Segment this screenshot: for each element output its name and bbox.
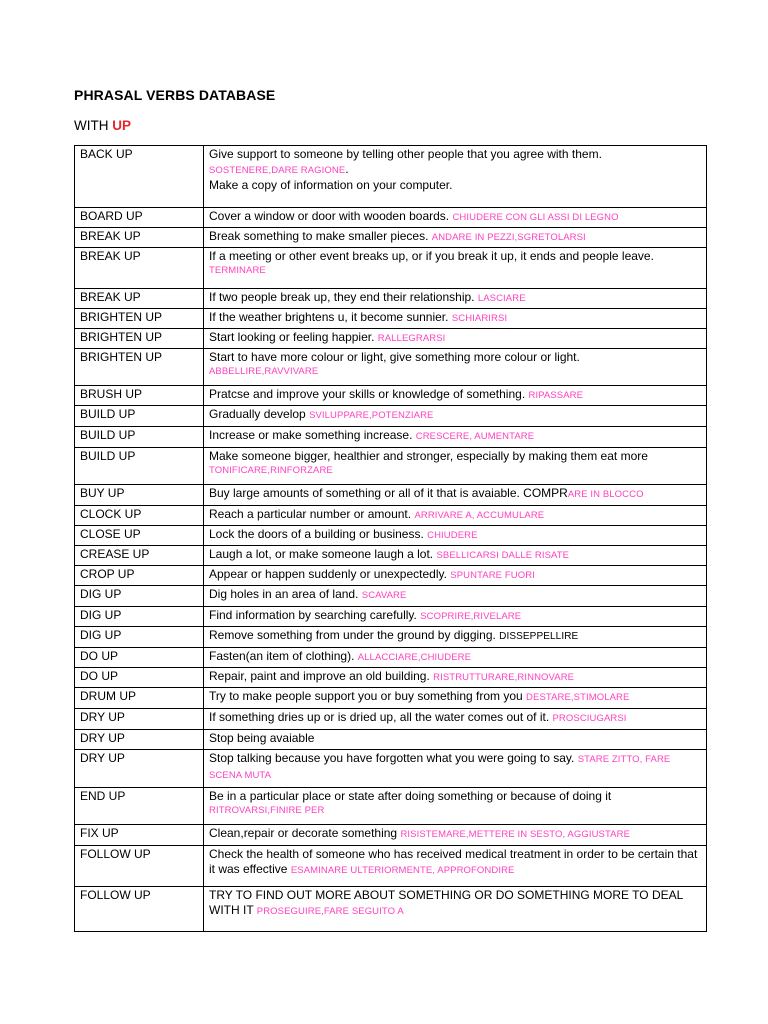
table-row — [75, 146, 707, 208]
verb-cell: DIG UP — [75, 627, 204, 648]
translation: RIPASSARE — [528, 390, 584, 401]
translation: ANDARE IN PEZZI,SGRETOLARSI — [431, 232, 586, 243]
verb-cell: BUILD UP — [75, 427, 204, 448]
table-row — [75, 788, 707, 825]
definition-text: Try to make people support you or buy something from you — [209, 689, 527, 703]
table-row — [75, 627, 707, 648]
verb-cell: END UP — [75, 788, 204, 825]
table-row — [75, 607, 707, 627]
definition-cell — [204, 506, 707, 526]
phrasal-verbs-table — [74, 145, 707, 932]
translation: RISISTEMARE,METTERE IN SESTO, AGGIUSTARE — [400, 829, 631, 840]
definition-text: If two people break up, they end their relationship. — [209, 290, 478, 304]
verb-cell: BREAK UP — [75, 248, 204, 289]
translation: LASCIARE — [477, 293, 526, 304]
verb-cell: BRIGHTEN UP — [75, 349, 204, 386]
definition-cell — [204, 607, 707, 627]
verb-cell: DRY UP — [75, 709, 204, 730]
table-row — [75, 309, 707, 329]
definition-cell — [204, 709, 707, 730]
table-row — [75, 485, 707, 506]
definition-text: Dig holes in an area of land. — [209, 587, 362, 601]
verb-cell: CREASE UP — [75, 546, 204, 566]
definition-cell — [204, 526, 707, 546]
definition-cell — [204, 146, 707, 208]
verb-cell: BRIGHTEN UP — [75, 309, 204, 329]
section-prefix: WITH — [74, 118, 113, 133]
table-row — [75, 506, 707, 526]
definition-cell: Stop being avaiable — [204, 730, 707, 750]
table-row — [75, 526, 707, 546]
table-row — [75, 566, 707, 586]
definition-cell — [204, 750, 707, 788]
translation: SVILUPPARE,POTENZIARE — [309, 410, 434, 421]
translation: ABBELLIRE,RAVVIVARE — [209, 366, 319, 377]
table-row — [75, 730, 707, 750]
verb-cell: FOLLOW UP — [75, 887, 204, 932]
table-row — [75, 386, 707, 406]
definition-cell — [204, 648, 707, 668]
table-row — [75, 208, 707, 228]
table-row — [75, 546, 707, 566]
verb-cell: BRIGHTEN UP — [75, 329, 204, 349]
verb-cell: BACK UP — [75, 146, 204, 208]
verb-cell: FIX UP — [75, 825, 204, 846]
verb-cell: BRUSH UP — [75, 386, 204, 406]
table-row — [75, 406, 707, 427]
definition-text: Stop talking because you have forgotten what you were going to say. — [209, 751, 578, 765]
verb-cell: DO UP — [75, 668, 204, 688]
translation: RALLEGRARSI — [377, 333, 446, 344]
verb-cell: DIG UP — [75, 586, 204, 607]
translation: SCAVARE — [361, 590, 407, 601]
definition-cell — [204, 788, 707, 825]
translation: RISTRUTTURARE,RINNOVARE — [433, 672, 575, 683]
definition-text: Break something to make smaller pieces. — [209, 229, 432, 243]
table-row — [75, 329, 707, 349]
section-title — [74, 118, 131, 133]
translation: TONIFICARE,RINFORZARE — [209, 465, 333, 476]
table-row — [75, 427, 707, 448]
definition-text: If a meeting or other event breaks up, or if you break it up, it ends and people leave. — [209, 249, 654, 263]
definition-text: TRY TO FIND OUT MORE ABOUT SOMETHING OR DO SOMETHING MORE TO DEAL WITH IT — [209, 888, 683, 917]
verb-cell: CLOSE UP — [75, 526, 204, 546]
definition-cell — [204, 485, 707, 506]
translation: ARRIVARE A, ACCUMULARE — [414, 510, 545, 521]
translation: SPUNTARE FUORI — [450, 570, 535, 581]
definition-text: Appear or happen suddenly or unexpectedly. — [209, 567, 451, 581]
table-row — [75, 289, 707, 309]
table-row — [75, 586, 707, 607]
table-row — [75, 750, 707, 788]
definition-text: Fasten(an item of clothing). — [209, 649, 358, 663]
definition-text: Repair, paint and improve an old building. — [209, 669, 434, 683]
translation: CRESCERE, AUMENTARE — [415, 431, 535, 442]
verb-cell: DO UP — [75, 648, 204, 668]
definition-cell — [204, 329, 707, 349]
definition-punct: . — [345, 162, 349, 176]
translation: DISSEPPELLIRE — [499, 631, 579, 642]
table-row — [75, 668, 707, 688]
translation: SCOPRIRE,RIVELARE — [420, 611, 522, 622]
definition-text: Gradually develop — [209, 407, 310, 421]
definition-text: Cover a window or door with wooden boards. — [209, 209, 453, 223]
translation: PROSCIUGARSI — [552, 713, 627, 724]
translation: STARE ZITTO, FARE SCENA MUTA — [209, 754, 671, 781]
definition-cell — [204, 208, 707, 228]
definition-cell — [204, 688, 707, 709]
verb-cell: BUILD UP — [75, 406, 204, 427]
verb-cell: BREAK UP — [75, 289, 204, 309]
translation: CHIUDERE — [427, 530, 478, 541]
table-row — [75, 228, 707, 248]
translation: SCHIARIRSI — [451, 313, 508, 324]
definition-text: Find information by searching carefully. — [209, 608, 421, 622]
definition-text: Be in a particular place or state after doing something or because of doing it — [209, 789, 612, 803]
table-row — [75, 248, 707, 289]
definition-cell — [204, 309, 707, 329]
definition-text: Pratcse and improve your skills or knowledge of something. — [209, 387, 529, 401]
definition-cell — [204, 546, 707, 566]
definition-text-2: Make a copy of information on your computer. — [209, 178, 453, 192]
verb-cell: DIG UP — [75, 607, 204, 627]
table-row — [75, 349, 707, 386]
definition-text: Check the health of someone who has received medical treatment in order to be certain that it was effective — [209, 847, 698, 876]
definition-text: Lock the doors of a building or business. — [209, 527, 428, 541]
translation: ESAMINARE ULTERIORMENTE, APPROFONDIRE — [290, 865, 515, 876]
definition-text: Increase or make something increase. — [209, 428, 416, 442]
definition-text: If something dries up or is dried up, all the water comes out of it. — [209, 710, 553, 724]
definition-cell — [204, 668, 707, 688]
table-row — [75, 825, 707, 846]
definition-cell — [204, 386, 707, 406]
translation: SOSTENERE,DARE RAGIONE — [209, 165, 346, 176]
definition-cell — [204, 427, 707, 448]
table-row — [75, 887, 707, 932]
table-row — [75, 846, 707, 887]
verb-cell: DRUM UP — [75, 688, 204, 709]
section-highlight: UP — [112, 118, 132, 133]
definition-cell — [204, 248, 707, 289]
verb-cell: BUILD UP — [75, 448, 204, 485]
table-row — [75, 688, 707, 709]
translation: CHIUDERE CON GLI ASSI DI LEGNO — [452, 212, 619, 223]
verb-cell: CROP UP — [75, 566, 204, 586]
definition-cell — [204, 825, 707, 846]
translation: TERMINARE — [209, 265, 266, 276]
definition-text: Reach a particular number or amount. — [209, 507, 415, 521]
definition-cell — [204, 566, 707, 586]
definition-text: Start to have more colour or light, give something more colour or light. — [209, 350, 580, 364]
definition-text: Give support to someone by telling other people that you agree with them. — [209, 147, 602, 161]
definition-cell — [204, 406, 707, 427]
table-row — [75, 648, 707, 668]
definition-cell — [204, 228, 707, 248]
verb-cell: FOLLOW UP — [75, 846, 204, 887]
definition-cell — [204, 586, 707, 607]
verb-cell: CLOCK UP — [75, 506, 204, 526]
definition-cell — [204, 289, 707, 309]
verb-cell: BUY UP — [75, 485, 204, 506]
table-row — [75, 709, 707, 730]
translation: PROSEGUIRE,FARE SEGUITO A — [256, 906, 404, 917]
translation: SBELLICARSI DALLE RISATE — [436, 550, 570, 561]
verb-cell: BREAK UP — [75, 228, 204, 248]
definition-text: Start looking or feeling happier. — [209, 330, 378, 344]
definition-text: Clean,repair or decorate something — [209, 826, 401, 840]
translation: ALLACCIARE,CHIUDERE — [357, 652, 472, 663]
definition-text: Remove something from under the ground by digging. — [209, 628, 500, 642]
verb-cell: DRY UP — [75, 750, 204, 788]
verb-cell: DRY UP — [75, 730, 204, 750]
table-row — [75, 448, 707, 485]
definition-cell — [204, 349, 707, 386]
definition-cell — [204, 627, 707, 648]
definition-cell — [204, 846, 707, 887]
translation: DESTARE,STIMOLARE — [526, 692, 630, 703]
translation: RITROVARSI,FINIRE PER — [209, 805, 325, 816]
definition-text: Make someone bigger, healthier and stronger, especially by making them eat more — [209, 449, 648, 463]
definition-cell — [204, 887, 707, 932]
page-title: PHRASAL VERBS DATABASE — [74, 87, 276, 103]
translation: ARE IN BLOCCO — [567, 489, 644, 500]
definition-text: Buy large amounts of something or all of it that is avaiable. COMPR — [209, 486, 568, 500]
definition-cell — [204, 448, 707, 485]
definition-text: Laugh a lot, or make someone laugh a lot. — [209, 547, 437, 561]
verb-cell: BOARD UP — [75, 208, 204, 228]
definition-text: If the weather brightens u, it become sunnier. — [209, 310, 452, 324]
